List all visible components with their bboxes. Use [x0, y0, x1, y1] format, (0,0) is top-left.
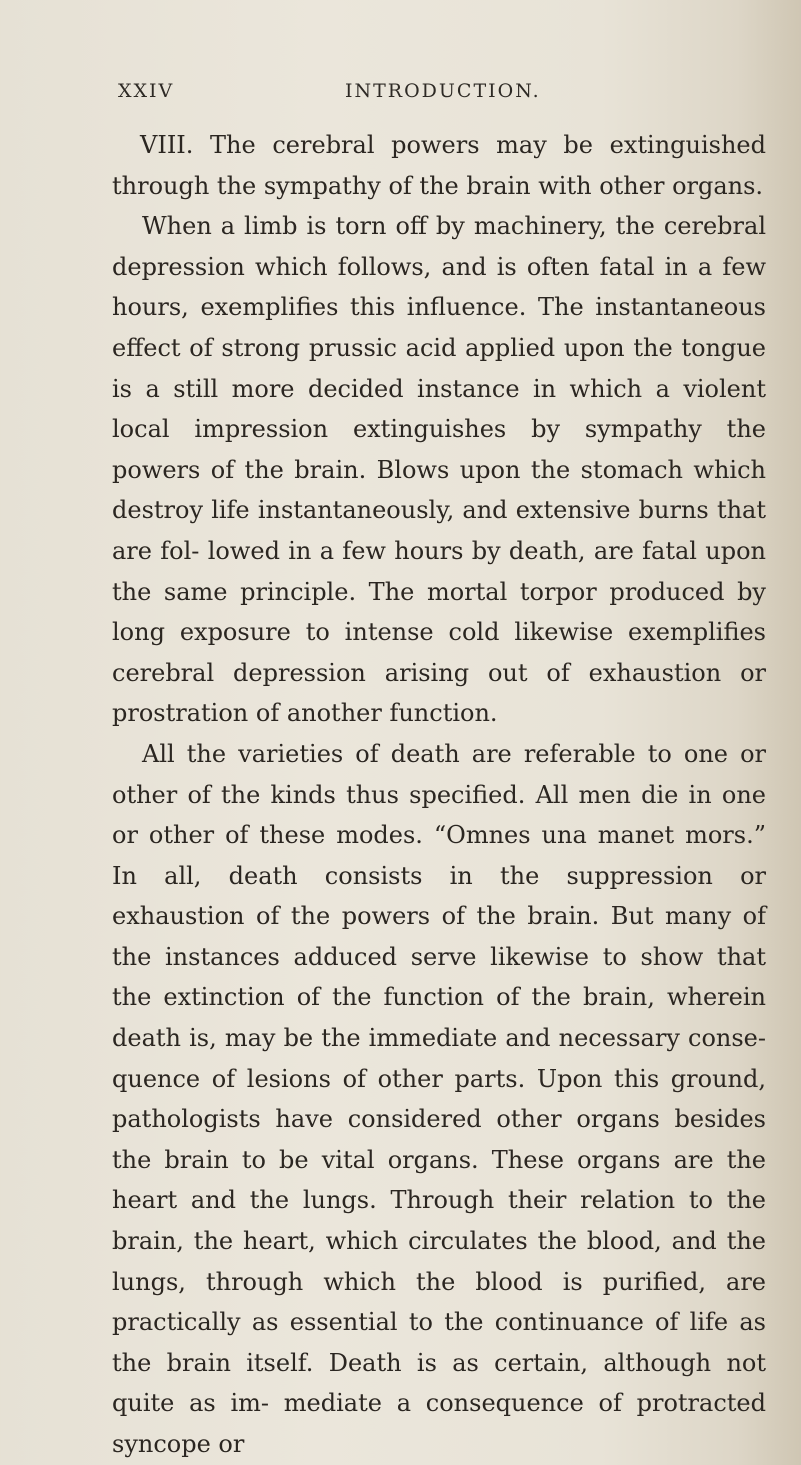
running-head-title: INTRODUCTION. — [345, 80, 541, 102]
paragraph-limb-example: When a limb is torn off by machinery, the cerebral depression which follows, and is often fatal in a few hours, exemplifies this influence. The instantaneous effect of strong prussic acid applied upon the tongue is a still more decided instance in which a violent local impression extinguishes by sympathy the powers of the brain. Blows upon the stomach which destroy life instantaneously, and extensive burns that are fol- lowed in a few hours by death, are fatal upon the same principle. The mortal torpor produced by long exposure to intense cold likewise exemplifies cerebral depression arising out of exhaustion or prostration of another function. — [112, 212, 766, 728]
body-text — [112, 125, 766, 1465]
running-head — [118, 80, 758, 110]
paragraph-section-viii: VIII. The cerebral powers may be extinguished through the sympathy of the brain with other organs. — [112, 131, 766, 200]
paragraph-varieties-of-death: All the varieties of death are referable to one or other of the kinds thus specified. All men die in one or other of these modes. “Omnes una manet mors.” In all, death consists in the suppression or exhaustion of the powers of the brain. But many of the instances adduced serve likewise to show that the extinction of the function of the brain, wherein death is, may be the immediate and necessary conse- quence of lesions of other parts. Upon this ground, pathologists have considered other organs besides the brain to be vital organs. These organs are the heart and the lungs. Through their relation to the brain, the heart, which circulates the blood, and the lungs, through which the blood is purified, are practically as essential to the continuance of life as the brain itself. Death is as certain, although not quite as im- mediate a consequence of protracted syncope or — [112, 739, 766, 1458]
page-number: XXIV — [118, 80, 175, 102]
